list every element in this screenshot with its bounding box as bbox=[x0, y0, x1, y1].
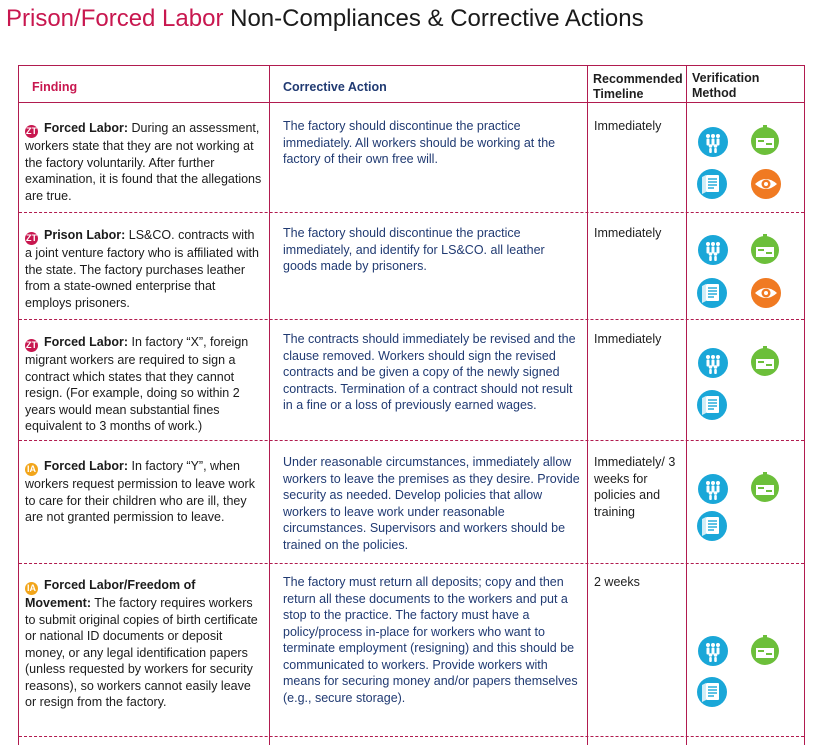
page-title bbox=[6, 4, 644, 34]
header-verification: Verification Method bbox=[692, 71, 760, 100]
table-row-1-action: The factory should discontinue the practice immediately. All workers should be working at the factory of their own free will. bbox=[283, 119, 556, 166]
column-divider bbox=[686, 66, 687, 745]
findings-table bbox=[18, 65, 805, 745]
worker-interview-icon bbox=[698, 348, 728, 378]
table-row-3-action: The contracts should immediately be revised and the clause removed. Workers should sign the revised contracts and be given a copy of the newly signed contracts. Termination of a contract should not result in a fine or a loss of previously earned wages. bbox=[283, 332, 576, 412]
row-divider bbox=[19, 319, 804, 320]
observation-eye-icon bbox=[751, 278, 781, 308]
row-divider bbox=[19, 440, 804, 441]
immediate-action-badge-icon: IA bbox=[27, 464, 36, 474]
table-row-4-action: Under reasonable circumstances, immediately allow workers to leave the premises as they desire. Provide security as needed. Develop policies that allow workers to leave work under reasonable circumstances. Supervisors and workers should be trained on the policies. bbox=[283, 455, 580, 552]
factory-inspection-icon bbox=[750, 472, 780, 502]
document-review-icon bbox=[697, 677, 727, 707]
column-divider bbox=[269, 66, 270, 745]
table-row-5-timeline: 2 weeks bbox=[594, 575, 640, 589]
row-divider bbox=[19, 736, 804, 737]
table-row-5-finding: IA Forced Labor/Freedom of Movement: The factory requires workers to submit original copies of birth certificate or national ID documents or deposit money, or any legal identification papers (unless requested by workers for security reasons), so workers cannot easily leave or resign from the factory. bbox=[25, 578, 258, 709]
document-review-icon bbox=[697, 169, 727, 199]
factory-inspection-icon bbox=[750, 346, 780, 376]
header-corrective-action: Corrective Action bbox=[283, 80, 387, 94]
table-row-1-finding: ZT Forced Labor: During an assessment, workers state that they are not working at the factory voluntarily. After further examination, it is found that the allegations are true. bbox=[25, 121, 262, 203]
zero-tolerance-badge-icon: ZT bbox=[26, 233, 37, 243]
factory-inspection-icon bbox=[750, 635, 780, 665]
header-divider bbox=[19, 102, 804, 103]
header-finding: Finding bbox=[32, 80, 78, 94]
table-row-2-finding: ZT Prison Labor: LS&CO. contracts with a joint venture factory who is affiliated with the state. The factory purchases leather from a state-owned enterprise that employs prisoners. bbox=[25, 228, 259, 310]
row-divider bbox=[19, 563, 804, 564]
table-row-2-timeline: Immediately bbox=[594, 226, 662, 240]
page-title-accent: Prison/Forced Labor bbox=[6, 5, 224, 32]
worker-interview-icon bbox=[698, 474, 728, 504]
column-divider bbox=[587, 66, 588, 745]
page-title-rest: Non-Compliances & Corrective Actions bbox=[230, 5, 644, 32]
document-review-icon bbox=[697, 390, 727, 420]
immediate-action-badge-icon: IA bbox=[27, 583, 36, 593]
table-row-1-timeline: Immediately bbox=[594, 119, 662, 133]
document-review-icon bbox=[697, 511, 727, 541]
zero-tolerance-badge-icon: ZT bbox=[26, 340, 37, 350]
header-timeline: Recommended Timeline bbox=[593, 72, 683, 101]
worker-interview-icon bbox=[698, 127, 728, 157]
factory-inspection-icon bbox=[750, 234, 780, 264]
worker-interview-icon bbox=[698, 636, 728, 666]
table-row-3-timeline: Immediately bbox=[594, 332, 662, 346]
worker-interview-icon bbox=[698, 235, 728, 265]
document-review-icon bbox=[697, 278, 727, 308]
factory-inspection-icon bbox=[750, 125, 780, 155]
table-row-3-finding: ZT Forced Labor: In factory “X”, foreign migrant workers are required to sign a contract which states that they cannot resign. (For example, doing so within 2 years would mean substantial fines equivalent to 3 months of work.) bbox=[25, 335, 249, 433]
table-row-2-action: The factory should discontinue the practice immediately, and identify for LS&CO. all leather goods made by prisoners. bbox=[283, 226, 545, 273]
row-divider bbox=[19, 212, 804, 213]
observation-eye-icon bbox=[751, 169, 781, 199]
zero-tolerance-badge-icon: ZT bbox=[26, 126, 37, 136]
table-row-5-action: The factory must return all deposits; copy and then return all these documents to the workers and put a stop to the practice. The factory must have a policy/process in-place for workers who want to terminate employment (resigning) and this should be communicated to workers. Provide workers with means for securing money and/or papers themselves (e.g., secure storage). bbox=[283, 575, 578, 705]
table-row-4-finding: IA Forced Labor: In factory “Y”, when workers request permission to leave work to care for their children who are ill, they are not granted permission to leave. bbox=[25, 459, 255, 524]
table-row-4-timeline: Immediately/ 3 weeks for policies and training bbox=[594, 455, 676, 519]
